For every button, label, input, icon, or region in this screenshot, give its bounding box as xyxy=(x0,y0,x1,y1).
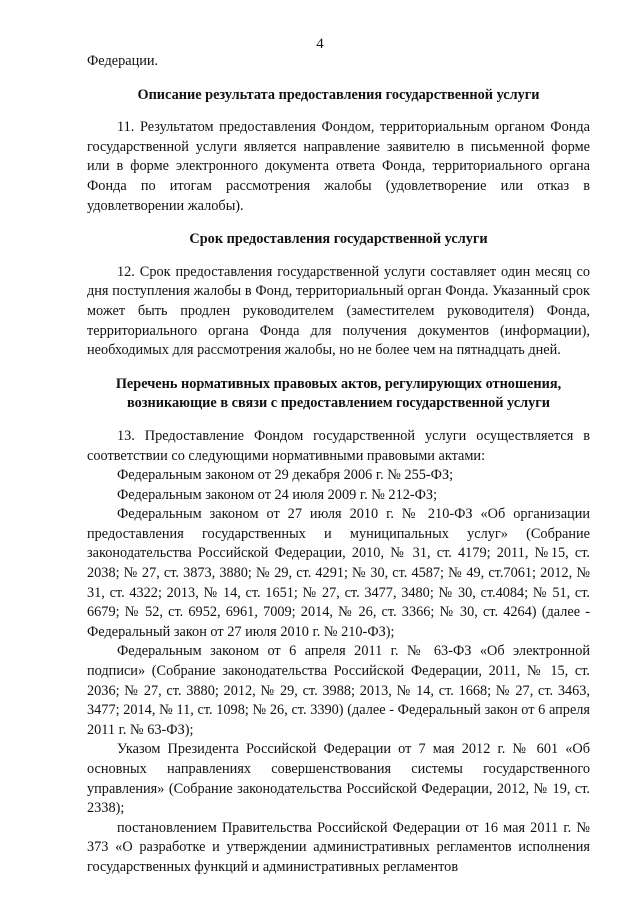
lead-text: Федерации. xyxy=(87,53,159,69)
document-body xyxy=(87,52,590,878)
paragraph-11: 11. Результатом предоставления Фондом, территориальным органом Фонда государственной услуги является направление заявителю в письменной форме или в форме электронного документа ответа Фонда, территориального органа Фонда по итогам рассмотрения жалобы (удовлетворение или отказ в удовлетворении жалобы). xyxy=(87,119,590,214)
page-number: 4 xyxy=(316,36,324,52)
law-item-255: Федеральным законом от 29 декабря 2006 г. № 255-ФЗ; xyxy=(117,467,454,484)
section-heading-term: Срок предоставления государственной услуги xyxy=(189,231,488,248)
section-heading-result: Описание результата предоставления государственной услуги xyxy=(137,86,540,103)
resolution-item-373: постановлением Правительства Российской Федерации от 16 мая 2011 г. № 373 «О разработке и утверждении административных регламентов исполнения государственных функций и административных регламентов xyxy=(87,819,590,875)
law-item-210: Федеральным законом от 27 июля 2010 г. № 210-ФЗ «Об организации предоставления государственных и муниципальных услуг» (Собрание законодательства Российской Федерации, 2010, № 31, ст. 4179; 2011, №15, ст. 2038; № 27, ст. 3873, 3880; № 29, ст. 4291; № 30, ст. 4587; № 49, ст.7061; 2012, № 31, ст. 4322; 2013, № 14, ст. 1651; № 27, ст. 3477, 3480; № 30, ст.4084; № 51, ст. 6679; № 52, ст. 6952, 6961, 7009; 2014, № 26, ст. 3366; № 30, ст. 4264) (далее - Федеральный закон от 27 июля 2010 г. № 210-ФЗ); xyxy=(87,506,590,640)
section-heading-legal-acts: Перечень нормативных правовых актов, регулирующих отношения, возникающие в связи с предоставлением государственной услуги xyxy=(115,375,562,412)
law-item-212: Федеральным законом от 24 июля 2009 г. № 212-ФЗ; xyxy=(117,486,438,503)
law-item-63: Федеральным законом от 6 апреля 2011 г. № 63-ФЗ «Об электронной подписи» (Собрание законодательства Российской Федерации, 2011, № 15, ст. 2036; № 27, ст. 3880; 2012, № 29, ст. 3988; 2013, № 14, ст. 1668; № 27, ст. 3463, 3477; 2014, № 11, ст. 1098; № 26, ст. 3390) (далее - Федеральный закон от 6 апреля 2011 г. № 63-ФЗ); xyxy=(87,643,590,738)
paragraph-13: 13. Предоставление Фондом государственной услуги осуществляется в соответствии со следующими нормативными правовыми актами: xyxy=(87,427,590,464)
decree-item-601: Указом Президента Российской Федерации от 7 мая 2012 г. № 601 «Об основных направлениях совершенствования системы государственного управления» (Собрание законодательства Российской Федерации, 2012, № 19, ст. 2338); xyxy=(87,741,590,817)
paragraph-12: 12. Срок предоставления государственной услуги составляет один месяц со дня поступления жалобы в Фонд, территориальный орган Фонда. Указанный срок может быть продлен руководителем (заместителем руководителя) Фонда, территориального органа Фонда для получения документов (информации), необходимых для рассмотрения жалобы, но не более чем на пятнадцать дней. xyxy=(87,263,590,359)
